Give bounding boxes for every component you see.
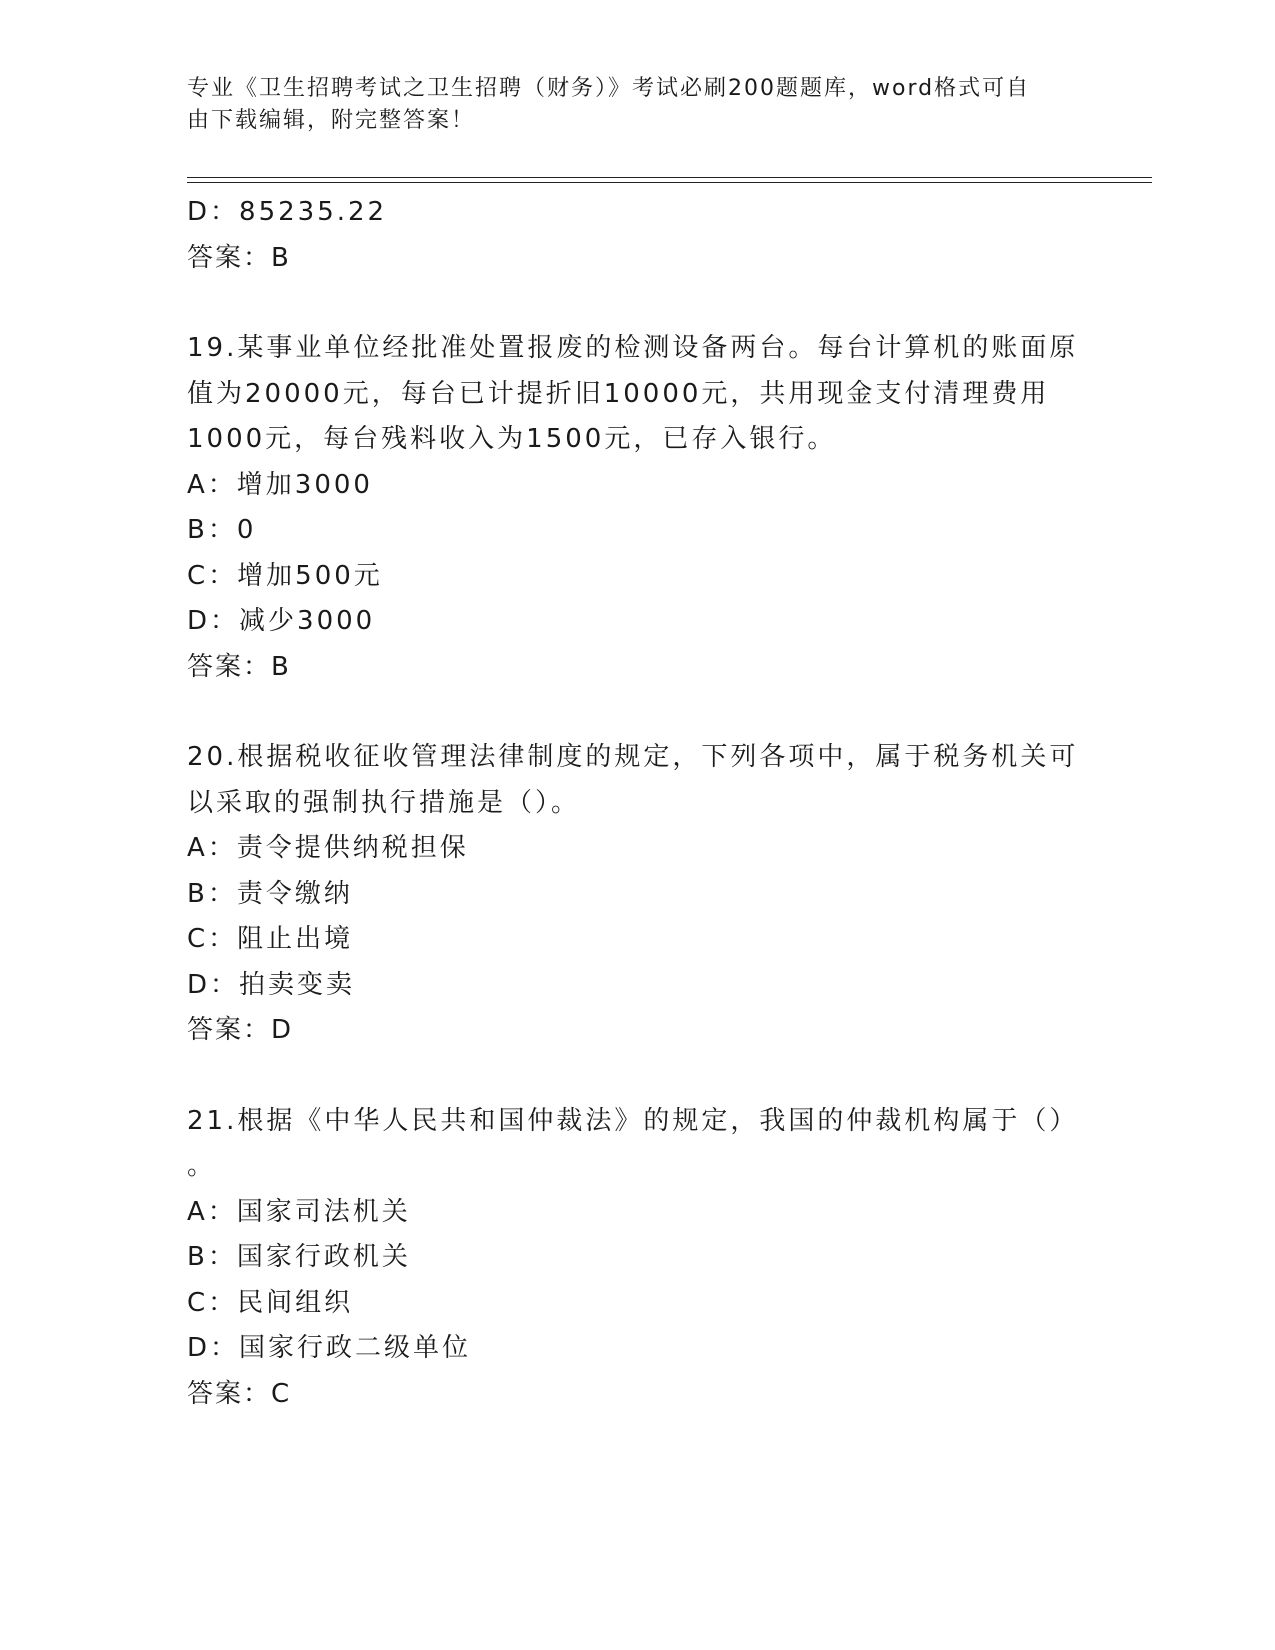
question-stem-line: 以采取的强制执行措施是（）。 bbox=[187, 787, 581, 818]
answer: 答案：B bbox=[187, 651, 291, 682]
question-stem-line: 1000元，每台残料收入为1500元，已存入银行。 bbox=[187, 424, 837, 454]
option-b: B：国家行政机关 bbox=[187, 1242, 411, 1272]
option-b: B：0 bbox=[187, 515, 257, 545]
prev-option-d: D：85235.22 bbox=[187, 197, 388, 227]
option-c: C：增加500元 bbox=[187, 560, 383, 591]
option-c: C：阻止出境 bbox=[187, 924, 354, 954]
option-a: A：国家司法机关 bbox=[187, 1196, 411, 1227]
option-a: A：责令提供纳税担保 bbox=[187, 833, 469, 863]
option-d: D：国家行政二级单位 bbox=[187, 1333, 472, 1363]
option-a: A：增加3000 bbox=[187, 469, 373, 500]
document-header bbox=[187, 73, 1067, 137]
question-stem-line: 值为20000元，每台已计提折旧10000元，共用现金支付清理费用 bbox=[187, 378, 1050, 409]
option-d: D：拍卖变卖 bbox=[187, 969, 356, 1000]
question-21 bbox=[187, 1099, 1087, 1418]
header-divider-top bbox=[187, 177, 1152, 178]
question-stem-line: 21.根据《中华人民共和国仲裁法》的规定，我国的仲裁机构属于（） bbox=[187, 1105, 1079, 1136]
question-19 bbox=[187, 326, 1087, 690]
answer: 答案：D bbox=[187, 1015, 294, 1045]
question-stem-line: 19.某事业单位经批准处置报废的检测设备两台。每台计算机的账面原 bbox=[187, 333, 1079, 363]
answer: 答案：C bbox=[187, 1378, 292, 1409]
prev-answer: 答案：B bbox=[187, 242, 291, 273]
option-b: B：责令缴纳 bbox=[187, 878, 353, 909]
header-line-1: 专业《卫生招聘考试之卫生招聘（财务）》考试必刷200题题库，word格式可自 bbox=[187, 76, 1031, 101]
option-d: D：减少3000 bbox=[187, 606, 376, 636]
header-line-2: 由下载编辑，附完整答案！ bbox=[187, 108, 476, 133]
question-stem-line: 。 bbox=[187, 1151, 217, 1181]
option-c: C：民间组织 bbox=[187, 1287, 354, 1318]
document-body bbox=[187, 190, 1087, 1417]
header-divider-bottom bbox=[187, 182, 1152, 183]
question-stem-line: 20.根据税收征收管理法律制度的规定，下列各项中，属于税务机关可 bbox=[187, 742, 1079, 772]
question-20 bbox=[187, 735, 1087, 1054]
